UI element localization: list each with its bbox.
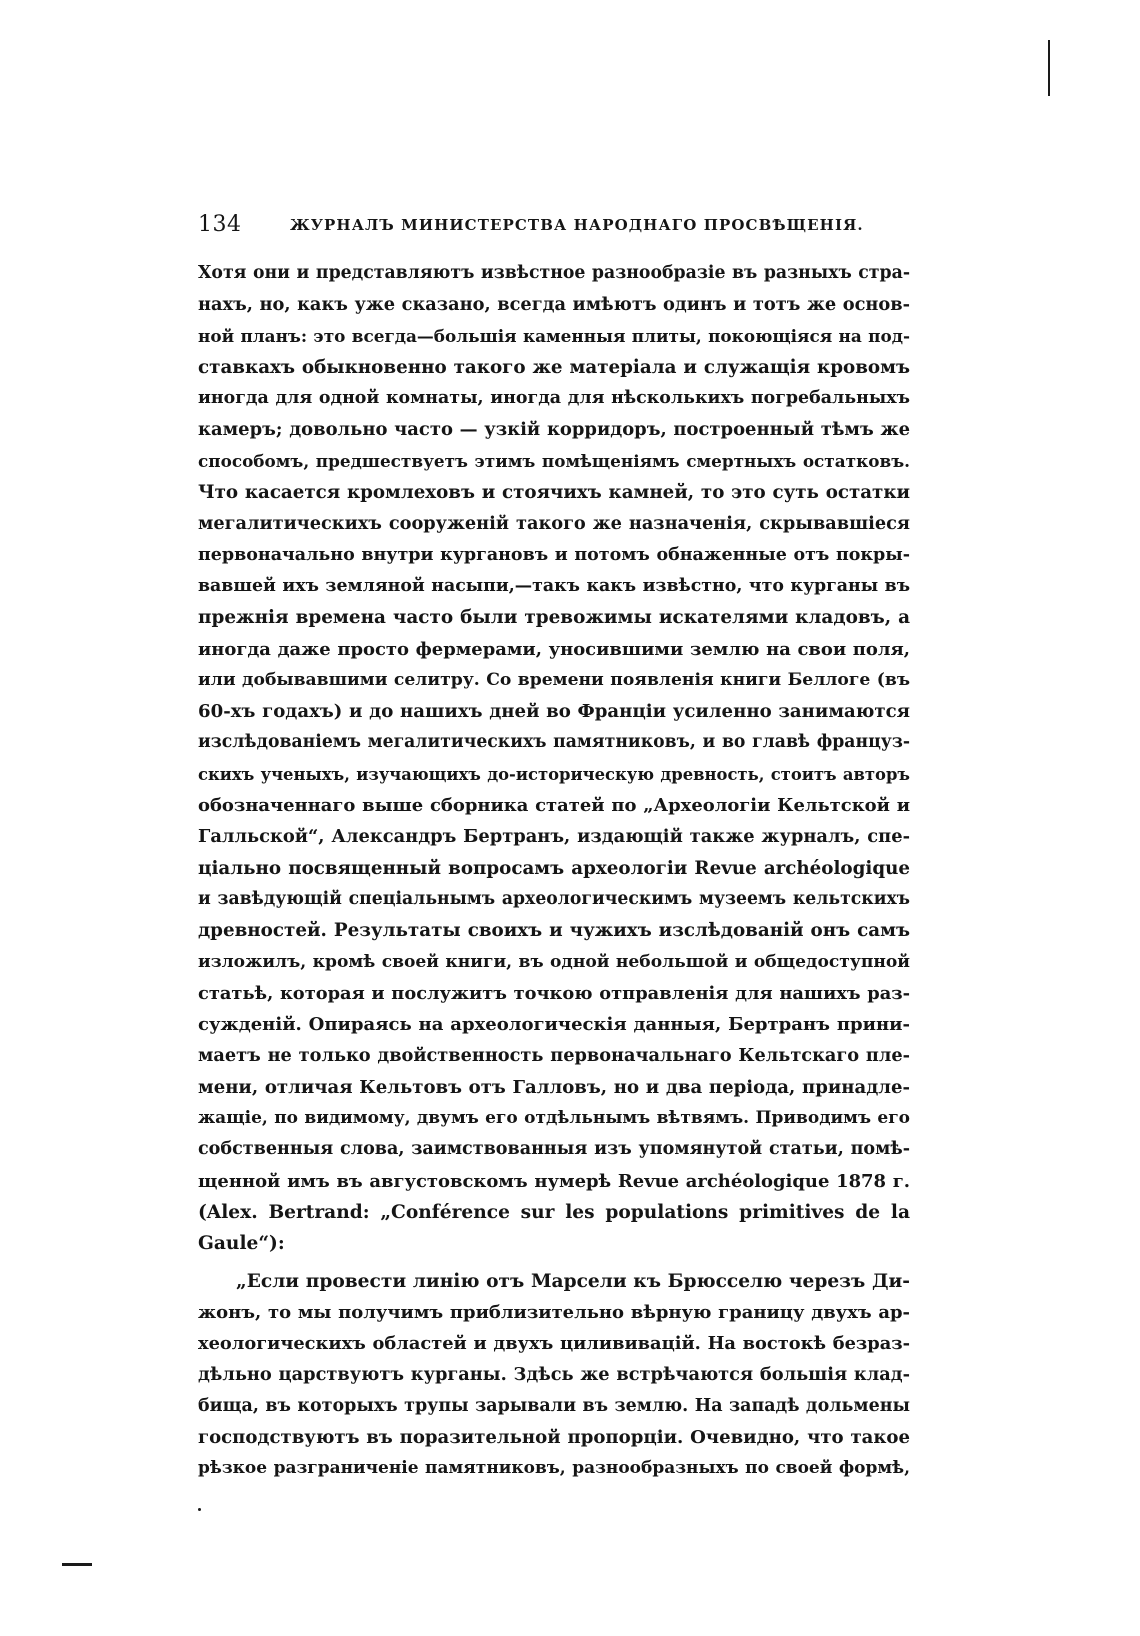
text-line: бища, въ которыхъ трупы зарывали въ землю. На западѣ дольмены [198, 1395, 910, 1416]
text-line: мегалитическихъ сооруженій такого же назначенія, скрывавшіеся [198, 513, 910, 535]
text-line: Что касается кромлеховъ и стоячихъ камней, то это суть остатки [198, 482, 910, 504]
text-line: маетъ не только двойственность первоначальнаго Кельтскаго пле- [198, 1045, 910, 1067]
margin-scan-dot [198, 1508, 201, 1511]
text-line: ціально посвященный вопросамъ археологіи Revue archéologique [198, 857, 910, 879]
text-line: нахъ, но, какъ уже сказано, всегда имѣютъ одинъ и тотъ же основ- [198, 294, 910, 316]
page-number: 134 [198, 212, 242, 237]
margin-scan-mark-top [1048, 40, 1050, 96]
running-title: ЖУРНАЛЪ МИНИСТЕРСТВА НАРОДНАГО ПРОСВѢЩЕНІЯ. [290, 216, 864, 234]
text-line: (Alex. Bertrand: „Conférence sur les populations primitives de la [198, 1201, 910, 1223]
text-line: Хотя они и представляютъ извѣстное разнообразіе въ разныхъ стра- [198, 263, 910, 283]
text-line: изслѣдованіемъ мегалитическихъ памятниковъ, и во главѣ француз- [198, 732, 910, 753]
text-line: или добывавшими селитру. Со времени появленія книги Беллоге (въ [198, 669, 910, 690]
text-line: рѣзкое разграниченіе памятниковъ, разнообразныхъ по своей формѣ, [198, 1458, 910, 1479]
text-line: обозначеннаго выше сборника статей по „Археологіи Кельтской и [198, 795, 910, 817]
text-line: Gaule“): [198, 1233, 285, 1255]
body-text [198, 258, 910, 1485]
text-line: собственныя слова, заимствованныя изъ упомянутой статьи, помѣ- [198, 1139, 910, 1160]
text-line: иногда для одной комнаты, иногда для нѣсколькихъ погребальныхъ [198, 388, 910, 409]
text-line: ставкахъ обыкновенно такого же матеріала и служащія кровомъ [198, 356, 910, 378]
text-line: жащіе, по видимому, двумъ его отдѣльнымъ вѣтвямъ. Приводимъ его [198, 1108, 910, 1129]
text-line: камеръ; довольно часто — узкій корридоръ, построенный тѣмъ же [198, 419, 910, 441]
text-line: ной планъ: это всегда—большія каменныя плиты, покоющіяся на под- [198, 325, 910, 346]
text-line: изложилъ, кромѣ своей книги, въ одной небольшой и общедоступной [198, 951, 910, 972]
text-line: древностей. Результаты своихъ и чужихъ изслѣдованій онъ самъ [198, 920, 910, 942]
text-line: иногда даже просто фермерами, уносившими землю на свои поля, [198, 638, 910, 660]
text-line: Галльской“, Александръ Бертранъ, издающій также журналъ, спе- [198, 826, 910, 848]
text-line: первоначально внутри кургановъ и потомъ обнаженные отъ покры- [198, 544, 910, 565]
paragraph-2-quotation [198, 1266, 910, 1485]
text-line: статьѣ, которая и послужитъ точкою отправленія для нашихъ раз- [198, 982, 910, 1004]
text-line: вавшей ихъ земляной насыпи,—такъ какъ извѣстно, что курганы въ [198, 575, 910, 596]
text-line: 60-хъ годахъ) и до нашихъ дней во Франціи усиленно занимаются [198, 701, 910, 723]
text-line: скихъ ученыхъ, изучающихъ до-историческую древность, стоитъ авторъ [198, 764, 910, 784]
text-line: жонъ, то мы получимъ приблизительно вѣрную границу двухъ ар- [198, 1301, 910, 1323]
text-line: мени, отличая Кельтовъ отъ Галловъ, но и два періода, принадле- [198, 1076, 910, 1098]
text-line: и завѣдующій спеціальнымъ археологическимъ музеемъ кельтскихъ [198, 888, 910, 909]
text-line: хеологическихъ областей и двухъ цилививацій. На востокѣ безраз- [198, 1333, 910, 1355]
text-line: прежнія времена часто были тревожимы искателями кладовъ, а [198, 607, 910, 629]
text-line: способомъ, предшествуетъ этимъ помѣщеніямъ смертныхъ остатковъ. [198, 450, 910, 471]
text-line: щенной имъ въ августовскомъ нумерѣ Revue archéologique 1878 г. [198, 1170, 910, 1192]
text-line: дѣльно царствуютъ курганы. Здѣсь же встрѣчаются большія клад- [198, 1364, 910, 1386]
text-line: сужденій. Опираясь на археологическія данныя, Бертранъ прини- [198, 1014, 910, 1036]
text-line: господствуютъ въ поразительной пропорціи. Очевидно, что такое [198, 1426, 910, 1448]
margin-scan-mark-bottom [62, 1563, 92, 1566]
paragraph-1 [198, 258, 910, 1260]
page-header [198, 210, 910, 246]
text-line: „Если провести линію отъ Марсели къ Брюсселю черезъ Ди- [236, 1270, 910, 1292]
